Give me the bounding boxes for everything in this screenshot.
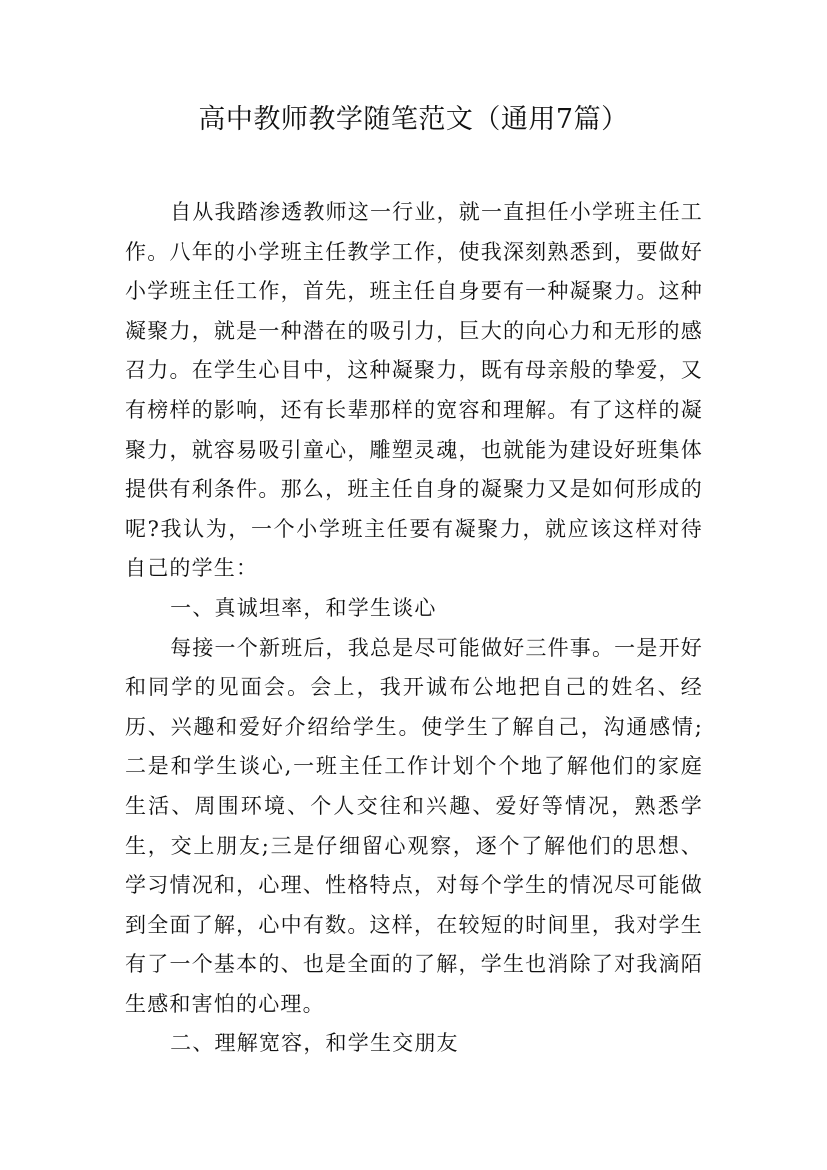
section-heading-2: 二、理解宽容，和学生交朋友 xyxy=(170,1031,459,1056)
paragraph-intro: 自从我踏渗透教师这一行业，就一直担任小学班主任工作。八年的小学班主任教学工作，使我深刻熟悉到，要做好小学班主任工作，首先，班主任自身要有一种凝聚力。这种凝聚力，就是一种潜在的吸引力，巨大的向心力和无形的感召力。在学生心目中，这种凝聚力，既有母亲般的挚爱，又有榜样的影响，还有长辈那样的宽容和理解。有了这样的凝聚力，就容易吸引童心，雕塑灵魂，也就能为建设好班集体提供有利条件。那么，班主任自身的凝聚力又是如何形成的呢?我认为，一个小学班主任要有凝聚力，就应该这样对待自己的学生： xyxy=(125,200,703,581)
document-body xyxy=(125,193,703,1064)
section-heading-1: 一、真诚坦率，和学生谈心 xyxy=(170,595,437,620)
paragraph-section-1: 每接一个新班后，我总是尽可能做好三件事。一是开好和同学的见面会。会上，我开诚布公地把自己的姓名、经历、兴趣和爱好介绍给学生。使学生了解自己，沟通感情;二是和学生谈心,一班主任工作计划个个地了解他们的家庭生活、周围环境、个人交往和兴趣、爱好等情况，熟悉学生，交上朋友;三是仔细留心观察，逐个了解他们的思想、学习情况和，心理、性格特点，对每个学生的情况尽可能做到全面了解，心中有数。这样，在较短的时间里，我对学生有了一个基本的、也是全面的了解，学生也消除了对我滴陌生感和害怕的心理。 xyxy=(125,635,703,1016)
document-title: 高中教师教学随笔范文（通用7篇） xyxy=(198,104,629,135)
